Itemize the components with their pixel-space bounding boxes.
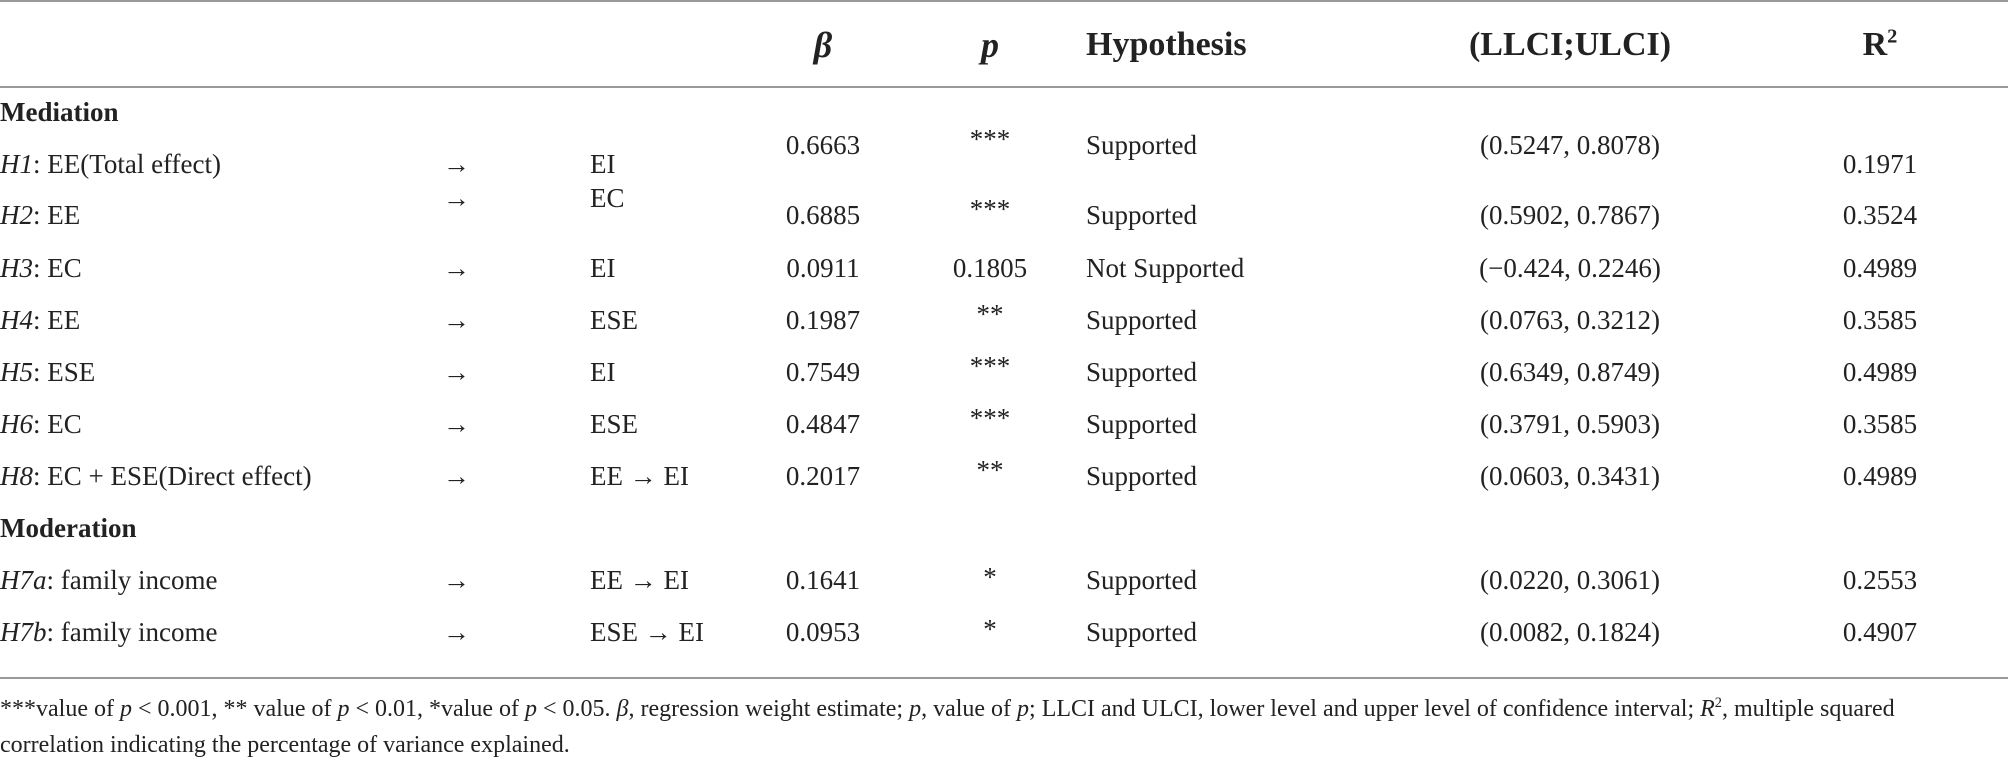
footnote-text-5: , regression weight estimate; (628, 696, 910, 722)
header-r2 (1830, 25, 1930, 65)
footnote-p-4: p (909, 696, 922, 722)
row-h8-label (0, 459, 312, 493)
row-h7b-arrow: → (443, 617, 470, 647)
row-h3-path: : EC (33, 253, 82, 283)
row-h4-result: Supported (1086, 305, 1197, 335)
row-h6-target: ESE (590, 409, 639, 439)
row-h3-label (0, 251, 82, 285)
table-bottom-rule (0, 677, 2008, 679)
row-h1-result: Supported (1086, 130, 1197, 160)
row-h5-r2: 0.4989 (1842, 357, 1918, 387)
row-h8-beta: 0.2017 (785, 461, 861, 491)
row-h2-path: : EE (33, 200, 81, 230)
row-h4-label (0, 303, 80, 337)
row-h7b-target: ESE → EI (590, 617, 704, 647)
row-h1-arrow: → (443, 149, 470, 179)
row-h3-target: EI (590, 253, 616, 283)
row-h3-tag: H3 (0, 253, 33, 283)
row-h8-r2: 0.4989 (1842, 461, 1918, 491)
row-h2-label (0, 198, 80, 232)
row-h4-target: ESE (590, 305, 639, 335)
footnote-text-7: ; LLCI and ULCI, lower level and upper level of confidence interval; (1029, 696, 1701, 722)
row-h3-arrow: → (443, 253, 470, 283)
row-h6-label (0, 407, 82, 441)
row-h8-result: Supported (1086, 461, 1197, 491)
row-h4-r2: 0.3585 (1842, 305, 1918, 335)
row-h7b-label (0, 615, 217, 649)
row-h5-tag: H5 (0, 357, 33, 387)
footnote-text-8: , multiple squared correlation indicating the percentage of variance explained. (0, 696, 1895, 758)
row-h5-ci: (0.6349, 0.8749) (1480, 357, 1660, 387)
header-r2-superscript: 2 (1887, 25, 1898, 48)
row-h1-label (0, 147, 221, 181)
row-h3-result: Not Supported (1086, 253, 1245, 283)
header-r2-base: R (1862, 26, 1888, 63)
footnote-text-2: < 0.001, ** value of (131, 696, 338, 722)
footnote-text-3: < 0.01, *value of (349, 696, 525, 722)
footnote-r-superscript: 2 (1714, 695, 1722, 711)
row-h7a-tag: H7a (0, 565, 47, 595)
row-h1-path: : EE(Total effect) (33, 149, 222, 179)
row-h3-r2: 0.4989 (1842, 253, 1918, 283)
row-h7b-ci: (0.0082, 0.1824) (1480, 617, 1660, 647)
row-h7a-p: * (983, 562, 997, 592)
row-h7a-arrow: → (443, 565, 470, 595)
row-h6-r2: 0.3585 (1842, 409, 1918, 439)
section-mediation: Mediation (0, 97, 119, 127)
row-h2-tag: H2 (0, 200, 33, 230)
row-h7b-beta: 0.0953 (785, 617, 861, 647)
row-h1-ci: (0.5247, 0.8078) (1480, 130, 1660, 160)
header-hypothesis: Hypothesis (1086, 26, 1247, 63)
row-h3-ci: (−0.424, 0.2246) (1479, 253, 1661, 283)
footnote-beta: β (616, 696, 629, 722)
row-h4-ci: (0.0763, 0.3212) (1480, 305, 1660, 335)
footnote-r: R (1700, 696, 1715, 722)
row-h4-arrow: → (443, 305, 470, 335)
row-h5-path: : ESE (33, 357, 96, 387)
header-rule (0, 86, 2008, 88)
row-h7a-target: EE → EI (590, 565, 689, 595)
row-h8-target: EE → EI (590, 461, 689, 491)
footnote-text-6: , value of (921, 696, 1018, 722)
row-h7b-tag: H7b (0, 617, 47, 647)
row-h2-r2: 0.3524 (1842, 200, 1918, 230)
row-h2-result: Supported (1086, 200, 1197, 230)
row-h5-result: Supported (1086, 357, 1197, 387)
row-h1-p: *** (969, 124, 1011, 154)
footnote-p-2: p (337, 696, 350, 722)
row-h6-tag: H6 (0, 409, 33, 439)
row-h2-beta: 0.6885 (785, 200, 861, 230)
row-h7a-label (0, 563, 217, 597)
row-h6-arrow: → (443, 409, 470, 439)
footnote-p-3: p (524, 696, 537, 722)
footnote-text-4: < 0.05. (536, 696, 617, 722)
table-top-rule (0, 0, 2008, 2)
row-h7b-path: : family income (46, 617, 218, 647)
footnote-text-1: ***value of (0, 696, 120, 722)
row-h1-r2: 0.1971 (1842, 149, 1918, 179)
row-h7a-beta: 0.1641 (785, 565, 861, 595)
row-h7a-result: Supported (1086, 565, 1197, 595)
section-moderation: Moderation (0, 513, 137, 543)
row-h2-arrow: → (443, 183, 470, 213)
row-h8-arrow: → (443, 461, 470, 491)
row-h5-label (0, 355, 95, 389)
row-h1-beta: 0.6663 (785, 130, 861, 160)
row-h7a-ci: (0.0220, 0.3061) (1480, 565, 1660, 595)
row-h5-beta: 0.7549 (785, 357, 861, 387)
row-h5-arrow: → (443, 357, 470, 387)
row-h8-path: : EC + ESE(Direct effect) (33, 461, 312, 491)
row-h2-p: *** (969, 194, 1011, 224)
row-h3-p: 0.1805 (952, 253, 1028, 283)
row-h7b-p: * (983, 614, 997, 644)
row-h1-tag: H1 (0, 149, 33, 179)
header-p: p (981, 25, 999, 65)
row-h3-beta: 0.0911 (786, 253, 860, 283)
table-footnote (0, 691, 1990, 763)
row-h6-path: : EC (33, 409, 82, 439)
row-h4-beta: 0.1987 (785, 305, 861, 335)
row-h8-tag: H8 (0, 461, 33, 491)
row-h6-ci: (0.3791, 0.5903) (1480, 409, 1660, 439)
row-h2-ci: (0.5902, 0.7867) (1480, 200, 1660, 230)
header-ci: (LLCI;ULCI) (1468, 26, 1672, 63)
row-h4-tag: H4 (0, 305, 33, 335)
row-h4-path: : EE (33, 305, 81, 335)
row-h4-p: ** (976, 299, 1004, 329)
row-h8-p: ** (976, 455, 1004, 485)
row-h6-beta: 0.4847 (785, 409, 861, 439)
row-h7b-result: Supported (1086, 617, 1197, 647)
row-h5-p: *** (969, 351, 1011, 381)
row-h6-result: Supported (1086, 409, 1197, 439)
row-h2-target: EC (590, 183, 625, 213)
footnote-p-1: p (119, 696, 132, 722)
row-h5-target: EI (590, 357, 616, 387)
row-h1-target: EI (590, 149, 616, 179)
row-h6-p: *** (969, 403, 1011, 433)
footnote-p-5: p (1017, 696, 1030, 722)
row-h8-ci: (0.0603, 0.3431) (1480, 461, 1660, 491)
row-h7b-r2: 0.4907 (1842, 617, 1918, 647)
row-h7a-path: : family income (46, 565, 218, 595)
row-h7a-r2: 0.2553 (1842, 565, 1918, 595)
header-beta: β (813, 25, 833, 65)
